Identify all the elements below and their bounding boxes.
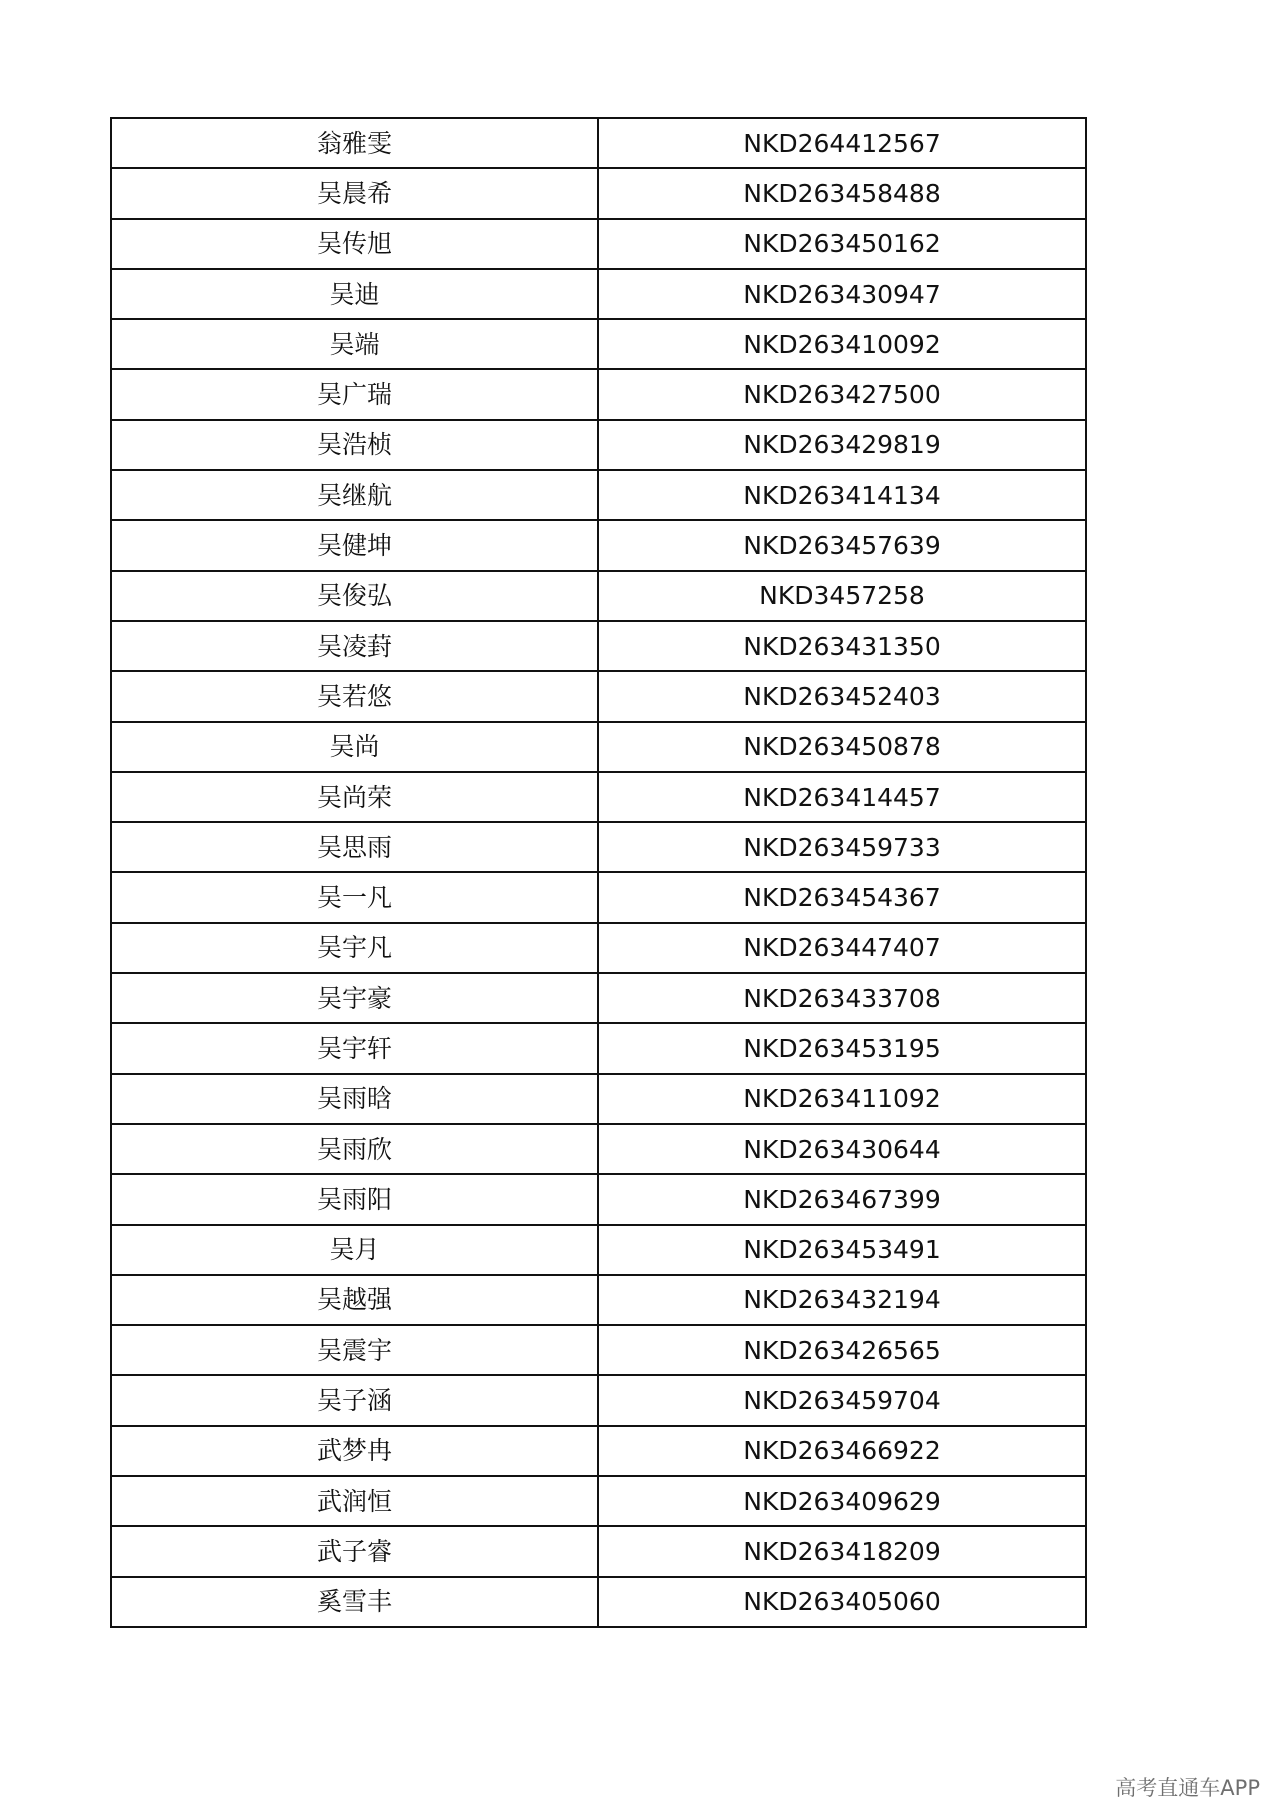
table-row [111, 822, 1086, 872]
name-cell: 翁雅雯 [111, 118, 598, 168]
exam-number-cell: NKD3457258 [598, 571, 1086, 621]
name-cell: 吴尚 [111, 722, 598, 772]
name-cell: 吴越强 [111, 1275, 598, 1325]
exam-number-cell: NKD263453491 [598, 1225, 1086, 1275]
table-row [111, 772, 1086, 822]
exam-number-cell: NKD263454367 [598, 872, 1086, 922]
name-cell: 吴迪 [111, 269, 598, 319]
table-row [111, 470, 1086, 520]
exam-number-cell: NKD263429819 [598, 420, 1086, 470]
table-row [111, 520, 1086, 570]
table-row [111, 1124, 1086, 1174]
table-row [111, 872, 1086, 922]
name-cell: 吴月 [111, 1225, 598, 1275]
name-cell: 吴尚荣 [111, 772, 598, 822]
table-row [111, 671, 1086, 721]
exam-number-cell: NKD263457639 [598, 520, 1086, 570]
table-row [111, 571, 1086, 621]
exam-number-cell: NKD264412567 [598, 118, 1086, 168]
exam-number-cell: NKD263466922 [598, 1426, 1086, 1476]
table-row [111, 1174, 1086, 1224]
name-cell: 吴宇轩 [111, 1023, 598, 1073]
table-row [111, 420, 1086, 470]
name-cell: 吴子涵 [111, 1375, 598, 1425]
exam-number-cell: NKD263410092 [598, 319, 1086, 369]
exam-number-cell: NKD263411092 [598, 1074, 1086, 1124]
name-cell: 武梦冉 [111, 1426, 598, 1476]
exam-number-cell: NKD263414457 [598, 772, 1086, 822]
table-row [111, 269, 1086, 319]
table-row [111, 1375, 1086, 1425]
exam-number-cell: NKD263450162 [598, 219, 1086, 269]
name-cell: 吴晨希 [111, 168, 598, 218]
name-cell: 吴浩桢 [111, 420, 598, 470]
table-row [111, 1023, 1086, 1073]
exam-number-cell: NKD263414134 [598, 470, 1086, 520]
roster-table-body [111, 118, 1086, 1627]
exam-number-cell: NKD263427500 [598, 369, 1086, 419]
exam-number-cell: NKD263418209 [598, 1526, 1086, 1576]
name-cell: 吴雨欣 [111, 1124, 598, 1174]
name-cell: 吴雨晗 [111, 1074, 598, 1124]
name-cell: 吴震宇 [111, 1325, 598, 1375]
exam-number-cell: NKD263459704 [598, 1375, 1086, 1425]
exam-number-cell: NKD263405060 [598, 1577, 1086, 1627]
table-row [111, 923, 1086, 973]
table-row [111, 369, 1086, 419]
name-cell: 吴宇豪 [111, 973, 598, 1023]
roster-table [110, 117, 1087, 1628]
name-cell: 吴继航 [111, 470, 598, 520]
table-row [111, 1325, 1086, 1375]
exam-number-cell: NKD263432194 [598, 1275, 1086, 1325]
exam-number-cell: NKD263459733 [598, 822, 1086, 872]
exam-number-cell: NKD263450878 [598, 722, 1086, 772]
table-row [111, 621, 1086, 671]
exam-number-cell: NKD263426565 [598, 1325, 1086, 1375]
table-row [111, 1476, 1086, 1526]
table-row [111, 1577, 1086, 1627]
name-cell: 吴凌葑 [111, 621, 598, 671]
exam-number-cell: NKD263452403 [598, 671, 1086, 721]
exam-number-cell: NKD263447407 [598, 923, 1086, 973]
table-row [111, 319, 1086, 369]
table-row [111, 1225, 1086, 1275]
watermark-text: 高考直通车APP [1115, 1776, 1260, 1800]
exam-number-cell: NKD263453195 [598, 1023, 1086, 1073]
table-row [111, 118, 1086, 168]
name-cell: 吴若悠 [111, 671, 598, 721]
exam-number-cell: NKD263431350 [598, 621, 1086, 671]
table-row [111, 168, 1086, 218]
name-cell: 奚雪丰 [111, 1577, 598, 1627]
name-cell: 吴广瑞 [111, 369, 598, 419]
name-cell: 吴雨阳 [111, 1174, 598, 1224]
exam-number-cell: NKD263409629 [598, 1476, 1086, 1526]
table-row [111, 1074, 1086, 1124]
table-row [111, 973, 1086, 1023]
name-cell: 吴传旭 [111, 219, 598, 269]
name-cell: 吴一凡 [111, 872, 598, 922]
name-cell: 武润恒 [111, 1476, 598, 1526]
name-cell: 吴宇凡 [111, 923, 598, 973]
name-cell: 武子睿 [111, 1526, 598, 1576]
table-row [111, 1275, 1086, 1325]
table-row [111, 1426, 1086, 1476]
name-cell: 吴俊弘 [111, 571, 598, 621]
table-row [111, 219, 1086, 269]
exam-number-cell: NKD263433708 [598, 973, 1086, 1023]
exam-number-cell: NKD263430947 [598, 269, 1086, 319]
name-cell: 吴端 [111, 319, 598, 369]
exam-number-cell: NKD263458488 [598, 168, 1086, 218]
name-cell: 吴思雨 [111, 822, 598, 872]
exam-number-cell: NKD263430644 [598, 1124, 1086, 1174]
name-cell: 吴健坤 [111, 520, 598, 570]
table-row [111, 1526, 1086, 1576]
exam-number-cell: NKD263467399 [598, 1174, 1086, 1224]
table-row [111, 722, 1086, 772]
